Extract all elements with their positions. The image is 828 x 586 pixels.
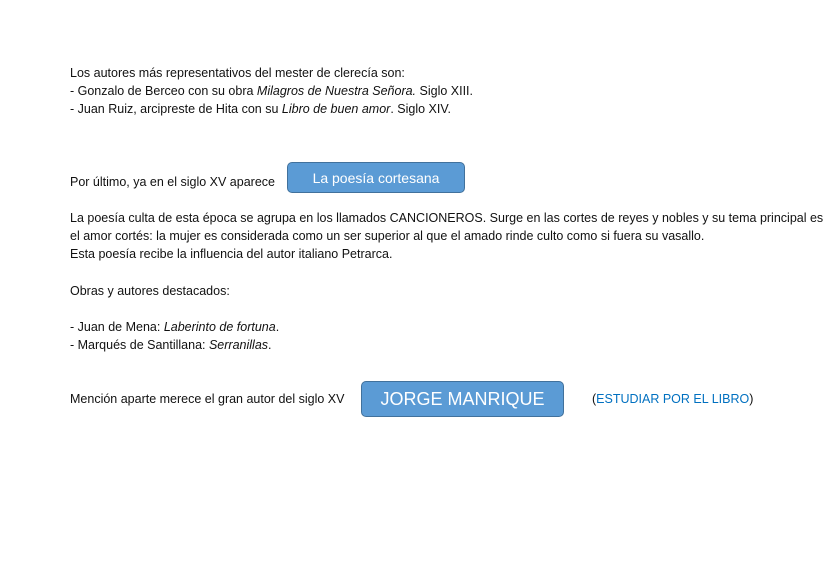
obras-item-santillana-title: Serranillas [208, 338, 269, 352]
intro-item-berceo [70, 82, 473, 100]
study-link-wrapper [592, 390, 753, 408]
obras-item-mena-prefix: - Juan de Mena: [70, 320, 164, 334]
obras-item-santillana [70, 336, 272, 354]
study-paren-close: ) [749, 392, 754, 406]
intro-item-berceo-prefix: - Gonzalo de Berceo con su obra [70, 84, 257, 98]
obras-item-mena-suffix: . [275, 320, 280, 334]
intro-item-berceo-suffix: Siglo XIII. [416, 84, 474, 98]
paragraph-line-1: La poesía culta de esta época se agrupa en los llamados CANCIONEROS. Surge en las cortes de reyes y nobles y su tema principal es [70, 211, 824, 225]
obras-heading: Obras y autores destacados: [70, 284, 230, 298]
obras-item-santillana-prefix: - Marqués de Santillana: [70, 338, 209, 352]
obras-item-mena [70, 318, 279, 336]
jorge-manrique-button[interactable] [361, 381, 564, 417]
poesia-cortesana-button-label: La poesía cortesana [312, 169, 440, 186]
paragraph-line-2: el amor cortés: la mujer es considerada como un ser superior al que el amado rinde culto como si fuera su vasallo. [70, 229, 705, 243]
paragraph-line-3: Esta poesía recibe la influencia del autor italiano Petrarca. [70, 247, 393, 261]
intro-item-ruiz [70, 100, 451, 118]
intro-item-ruiz-suffix: . Siglo XIV. [390, 102, 451, 116]
estudiar-por-el-libro-link[interactable]: ESTUDIAR POR EL LIBRO [596, 392, 750, 406]
poesia-cortesana-button[interactable] [287, 162, 465, 193]
obras-item-mena-title: Laberinto de fortuna [163, 320, 276, 334]
intro-item-ruiz-title: Libro de buen amor [281, 102, 391, 116]
manrique-lead: Mención aparte merece el gran autor del siglo XV [70, 392, 345, 406]
jorge-manrique-button-label: JORGE MANRIQUE [380, 388, 545, 409]
study-paren-open: ( [592, 392, 597, 406]
intro-item-ruiz-prefix: - Juan Ruiz, arcipreste de Hita con su [70, 102, 282, 116]
cortesana-lead: Por último, ya en el siglo XV aparece [70, 175, 275, 189]
intro-heading: Los autores más representativos del mester de clerecía son: [70, 66, 405, 80]
intro-item-berceo-title: Milagros de Nuestra Señora. [256, 84, 417, 98]
obras-item-santillana-suffix: . [268, 338, 272, 352]
